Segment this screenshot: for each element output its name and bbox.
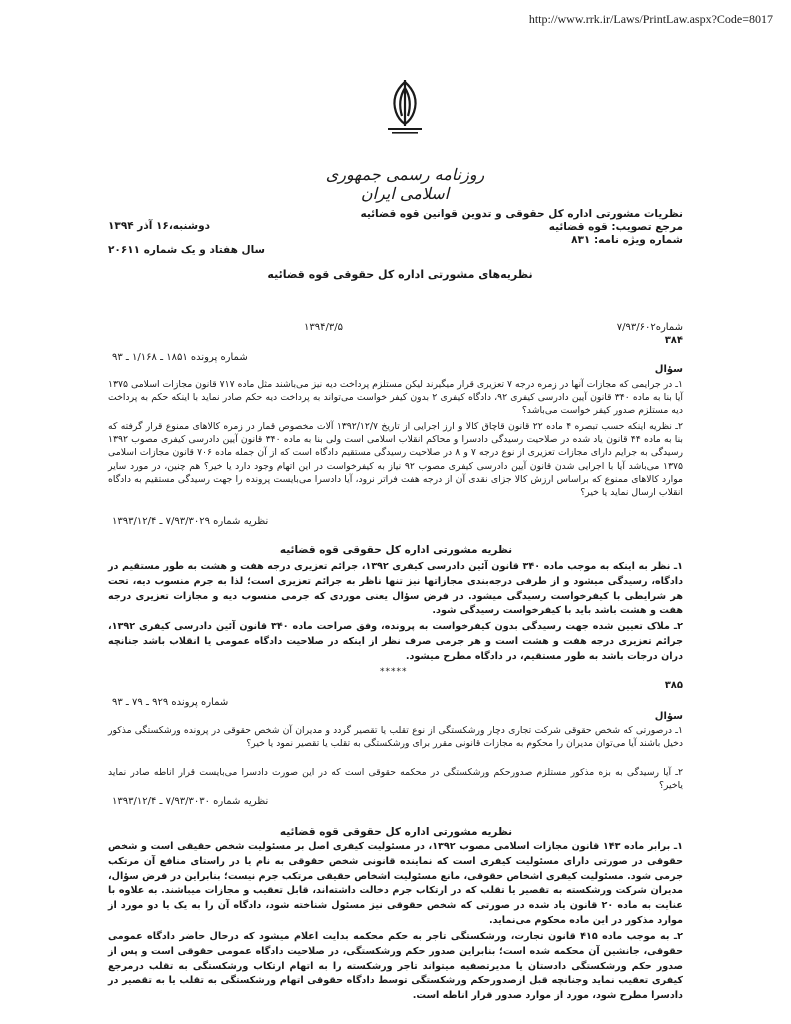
header-line-3: شماره ویژه نامه: ۸۳۱	[571, 234, 683, 246]
header-block	[360, 208, 683, 247]
q385-opinion-title: نظریه مشورتی اداره کل حقوقی قوه قضائیه	[279, 826, 513, 838]
q384-question-1: ۱ـ در جرایمی که مجازات آنها در زمره درجه ۷ تعزیری قرار میگیرند لیکن مستلزم پرداخت دیه نیز می‌باشند مثل ماده ۷۱۷ قانون مجازات اسلامی ۱۳۷۵ آیا بنا به ماده ۳۴۰ قانون آیین دادرسی کیفری ۹۲، دادگاه کیفری ۲ بدون کیفر خواست می‌تواند به پرداخت دیه حکم صادر نماید با اینکه حکم به پرداخت دیه مستلزم صدور کیفر خواست می‌باشد؟	[108, 379, 684, 417]
q385-question-1: ۱ـ درصورتی که شخص حقوقی شرکت تجاری دچار ورشکستگی از نوع تقلب یا تقصیر گردد و مدیران آن شخص حقوقی در پرونده ورشکستگی مذکور دخیل باشند آیا می‌توان مدیران را محکوم به مجازات قانونی مقرر برای ورشکستگی به تقلب یا تقصیر نمود یا خیر؟	[108, 725, 683, 750]
separator: *****	[380, 667, 408, 677]
q385-question-label: سؤال	[654, 711, 683, 722]
q384-date: ۱۳۹۴/۳/۵	[304, 322, 343, 333]
section-title: نظریه‌های مشورتی اداره کل حقوقی قوه قضائیه	[267, 268, 533, 281]
q384-opinion-ref: نظریه شماره ۷/۹۳/۳۰۲۹ ـ ۱۳۹۳/۱۲/۴	[112, 516, 269, 527]
q384-question-2: ۲ـ نظریه اینکه حسب تبصره ۴ ماده ۲۲ قانون قاچاق کالا و ارز اجرایی از تاریخ ۱۳۹۲/۱۲/۷ آلات مخصوص قمار در زمره کالاهای ممنوع قرار گرفته که بنا به ماده ۴۴ قانون یاد شده در صلاحیت رسیدگی دادسرا و محاکم انقلاب اسلامی است ولی بنا به ماده ۳۴۰ قانون آیین دادرسی کیفری مصوب ۱۳۹۲ رسیدگی به جرایم دارای مجازات تعزیری از نوع درجه ۷ و ۸ در صلاحیت رسیدگی مستقیم دادگاه است که از آن جمله ماده ۷۰۶ قانون مجازات اسلامی ۱۳۷۵ می‌باشد آیا با اجرایی شدن قانون آیین دادرسی کیفری مصوب ۹۲ نیاز به کیفرخواست در این اتهام وجود دارد یا خیر؟ هم چنین، در مورد سایر موارد کالاهای ممنوع که براساس ارزش کالا جزای نقدی آن از درجه هفت فراتر نرود، آیا دادسرا می‌بایست پرونده را جهت رسیدگی مستقیم به دادگاه انقلاب ارسال نماید یا خیر؟	[108, 421, 683, 499]
q385-id: ۳۸۵	[664, 680, 683, 691]
q385-answer-1: ۱ـ برابر ماده ۱۴۳ قانون مجازات اسلامی مصوب ۱۳۹۲، در مسئولیت کیفری اصل بر مسئولیت شخص حقیقی است و شخص حقوقی در صورتی دارای مسئولیت کیفری است که نماینده قانونی شخص حقوقی به نام یا در راستای منافع آن مرتکب جرمی شود. مسئولیت کیفری اشخاص حقوقی، مانع مسئولیت اشخاص حقیقی مرتکب جرم نیست؛ بنابراین در فرض سؤال، مدیران شرکت ورشکسته به تقصیر یا تقلب که در ارتکاب جرم دخالت داشته‌اند، قابل تعقیب و مجازات میباشند. به علاوه با عنایت به ماده ۲۰ قانون یاد شده در صورتی که شخص حقوقی نیز مسئول شناخته شود، دادگاه آن را به یک یا دو مورد از موارد مذکور در این ماده محکوم می‌نماید.	[108, 841, 683, 926]
header-date: دوشنبه،۱۶ آذر ۱۳۹۴	[108, 220, 210, 232]
q384-case-number: شماره پرونده ۱۸۵۱ ـ ۱/۱۶۸ ـ ۹۳	[112, 352, 248, 363]
header-line-1: نظریات مشورتی اداره کل حقوقی و تدوین قوانین قوه قضائیه	[360, 208, 683, 220]
q384-answer-1: ۱ـ نظر به اینکه به موجب ماده ۳۴۰ قانون آئین دادرسی کیفری ۱۳۹۲، جرائم تعزیری درجه هفت و هشت به طور مستقیم در دادگاه، رسیدگی میشود و از طرفی درجه‌بندی مجازاتها نیز تنها ناظر به جرائم تعزیری است؛ لذا به جرم منسوب دیه، تحت هر شرایطی با کیفرخواست رسیدگی میشود. در فرض سؤال یعنی موردی که جرمی منسوب دیه و مجازات تعزیری درجه هفت و هشت باشد باید با کیفرخواست رسیدگی شود.	[108, 561, 683, 617]
q384-opinion-title: نظریه مشورتی اداره کل حقوقی قوه قضائیه	[279, 544, 513, 556]
gazette-name: روزنامه رسمی جمهوری اسلامی ایران	[325, 165, 485, 203]
q385-question-2: ۲ـ آیا رسیدگی به بزه مذکور مستلزم صدورحکم ورشکستگی در محکمه حقوقی است که در این صورت دادسرا می‌بایست قرار اناطه صادر نماید یاخیر؟	[108, 767, 683, 792]
q385-answer-2: ۲ـ به موجب ماده ۴۱۵ قانون تجارت، ورشکستگی تاجر به حکم محکمه بدایت اعلام میشود که درحال حاضر دادگاه عمومی حقوقی، جانشین آن محکمه شده است؛ بنابراین صدور حکم ورشکستگی، در صلاحیت دادگاه عمومی حقوقی است و پس از صدور حکم ورشکستگی دادستان یا مدیرتصفیه میتواند تاجر ورشکسته را به اتهام ارتکاب ورشکستگی به تقلب درمرجع کیفری تعقیب نماید وجنانچه قبل ازصدورحکم ورشکستگی توسط دادگاه حقوقی اتهام ورشکستگی به تقلب یا به تقصیر در دادسرا مطرح شود، مورد از موارد صدور قرار اناطه است.	[108, 931, 683, 1002]
q384-id: ۳۸۴	[664, 335, 683, 346]
header-line-2: مرجع تصویب: قوه قضائیه	[548, 221, 683, 233]
q384-answer-2: ۲ـ ملاک تعیین شده جهت رسیدگی بدون کیفرخواست به پرونده، وفق صراحت ماده ۳۴۰ قانون آئین دادرسی کیفری ۱۳۹۲، جرائم تعزیری درجه هفت و هشت است و هر جرمی صرف نظر از اینکه در صلاحیت دادگاه عمومی یا انقلاب باشد جنانچه دران درجات باشد به طور مستقیم، در دادگاه مطرح میشود.	[108, 621, 683, 662]
q384-ref: شماره۷/۹۳/۶۰۲	[616, 322, 683, 333]
page-url: http://www.rrk.ir/Laws/PrintLaw.aspx?Code=8017	[528, 12, 773, 26]
header-year-issue: سال هفتاد و یک شماره ۲۰۶۱۱	[108, 244, 265, 256]
q384-question-label: سؤال	[654, 364, 683, 375]
q385-opinion-ref: نظریه شماره ۷/۹۳/۳۰۳۰ ـ ۱۳۹۳/۱۲/۴	[112, 796, 269, 807]
q385-case-number: شماره پرونده ۹۲۹ ـ ۷۹ ـ ۹۳	[112, 697, 229, 708]
iran-emblem-icon	[382, 78, 428, 136]
